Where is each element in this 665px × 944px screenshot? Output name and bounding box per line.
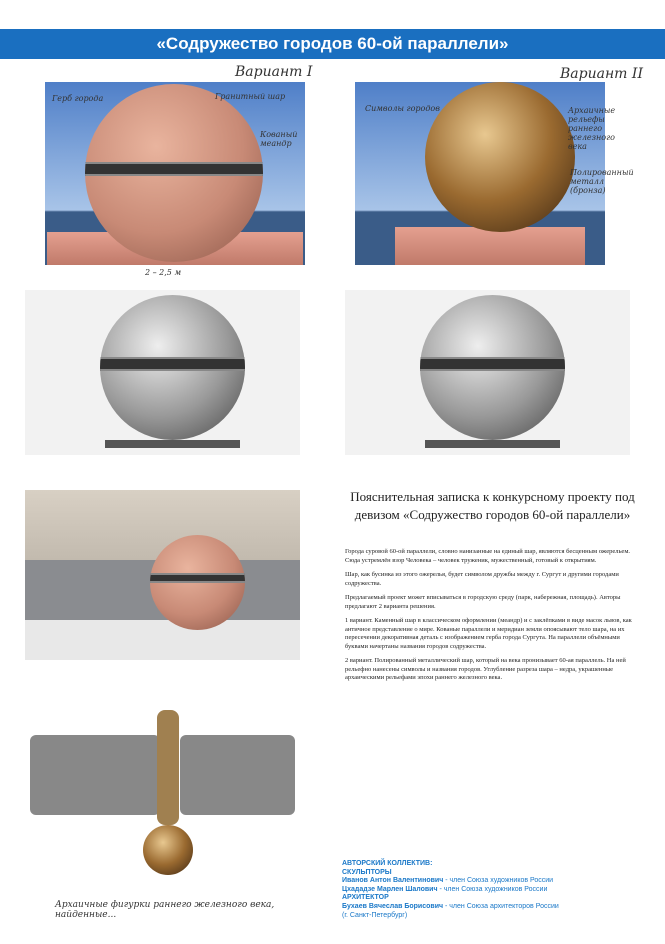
author-role: - член Союза художников России — [437, 885, 548, 893]
annotation: Кованый меандр — [260, 130, 298, 148]
sketch-caption: Архаичные фигурки раннего железного века, найденные... — [55, 900, 275, 920]
sculptors-heading: СКУЛЬПТОРЫ — [342, 868, 392, 876]
author-role: - член Союза художников России — [443, 877, 554, 885]
note-paragraph: Города суровой 60-ой параллели, словно нанизанные на единый шар, являются бесценным ожерельем. Сюда устремлён взор Человека – человек труженик, мужественный, готовый к открытиям. — [345, 548, 631, 564]
author-name: Иванов Антон Валентинович — [342, 877, 444, 885]
site-photo — [25, 490, 300, 660]
note-title: Пояснительная записка к конкурсному проекту под девизом «Содружество городов 60-ой параллели» — [350, 489, 635, 522]
variant-2-label: Вариант II — [560, 66, 643, 82]
render-variant-1 — [25, 290, 300, 455]
annotation: Гранитный шар — [215, 92, 286, 101]
note-paragraph: Шар, как бусинка из этого ожерелья, будет символом дружбы между г. Сургут и другими городами содружества. — [345, 571, 619, 587]
annotation: Полированный металл (бронза) — [570, 168, 634, 195]
annotation: Архаичные рельефы раннего железного века — [568, 106, 616, 151]
credits-heading: АВТОРСКИЙ КОЛЛЕКТИВ: — [342, 860, 433, 867]
page-title: «Содружество городов 60-ой параллели» — [0, 29, 665, 59]
variant-1-image — [45, 82, 305, 265]
archaic-figures-sketch — [25, 705, 300, 920]
note-paragraph: Предлагаемый проект может вписываться в городскую среду (парк, набережная, площадь). Авторы предлагают 2 варианта решения. — [345, 594, 621, 610]
note-paragraph: 2 вариант. Полированный металлический шар, который на века пронизывает 60-ая параллель. На ней рельефно нанесены символы и названия городов. Углубление разреза шара – недра, украшенные архаическими рельефами эпохи раннего железного века. — [345, 657, 626, 681]
explanatory-note — [345, 548, 640, 689]
dimension-label: 2 – 2,5 м — [145, 268, 182, 277]
author-name: Бухаев Вячеслав Борисович — [342, 902, 444, 910]
author-city: (г. Санкт-Петербург) — [342, 911, 408, 919]
render-variant-2 — [345, 290, 630, 455]
variant-1-label: Вариант I — [235, 64, 313, 80]
annotation: Герб города — [52, 94, 104, 103]
annotation: Символы городов — [365, 104, 440, 113]
author-name: Цхададзе Марлен Шалович — [342, 885, 438, 893]
credits — [342, 860, 662, 920]
note-paragraph: 1 вариант. Каменный шар в классическом оформлении (меандр) и с заклёпками в виде масок львов, как античное представление о мире. Кованые параллели и меридиан земли опоясывают тело шара, на их пересечении декоративная деталь с изображением герба города Сургута. На параллели объёмными буквами начертаны названия городов содружества. — [345, 617, 632, 650]
architect-heading: АРХИТЕКТОР — [342, 894, 389, 902]
author-role: - член Союза архитекторов России — [443, 902, 559, 910]
